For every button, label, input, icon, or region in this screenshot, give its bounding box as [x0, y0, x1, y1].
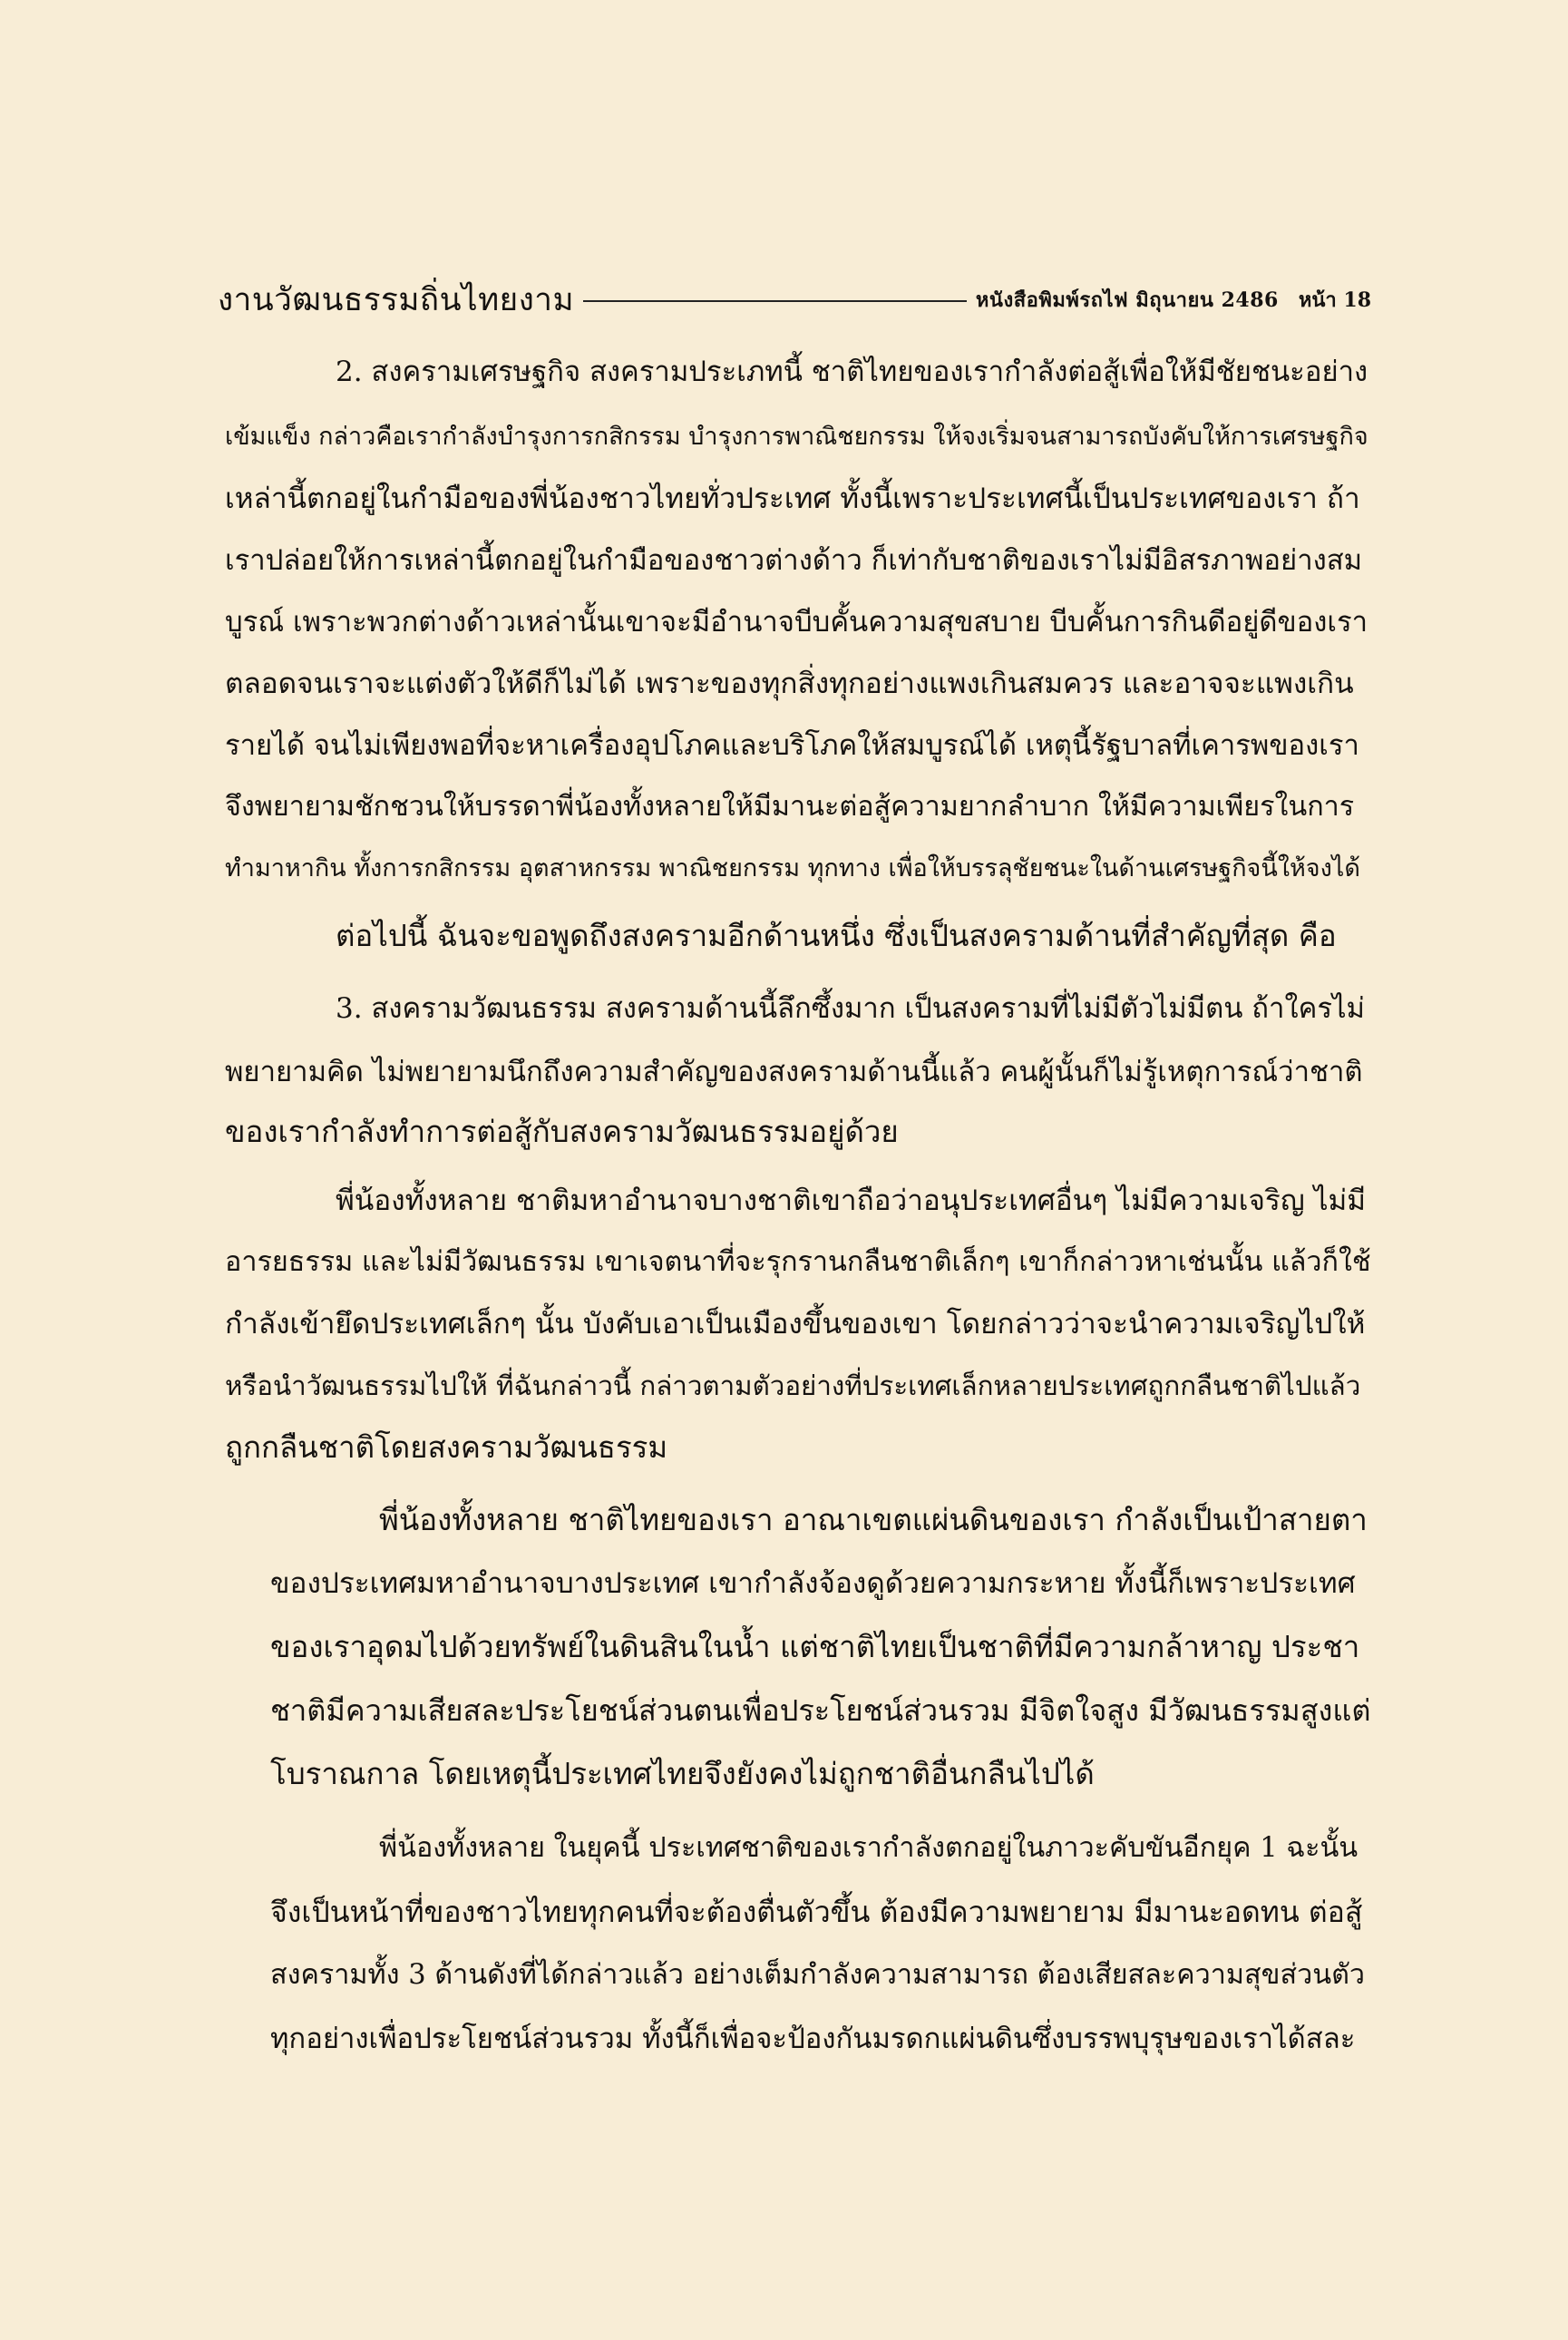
text-line: พี่น้องทั้งหลาย ในยุคนี้ ประเทศชาติของเรากำลังตกอยู่ในภาวะคับขันอีกยุค 1 ฉะนั้น	[379, 1832, 1359, 1864]
text-line: เข้มแข็ง กล่าวคือเรากำลังบำรุงการกสิกรรม บำรุงการพาณิชยกรรม ให้จงเริ่มจนสามารถบังคับให้การเศรษฐกิจ	[225, 423, 1368, 451]
text-line: 3. สงครามวัฒนธรรม สงครามด้านนี้ลึกซึ้งมาก เป็นสงครามที่ไม่มีตัวไม่มีตน ถ้าใครไม่	[336, 992, 1365, 1025]
page-header	[218, 272, 1371, 327]
text-line: 2. สงครามเศรษฐกิจ สงครามประเภทนี้ ชาติไทยของเรากำลังต่อสู้เพื่อให้มีชัยชนะอย่าง	[336, 356, 1368, 388]
text-line: โบราณกาล โดยเหตุนี้ประเทศไทยจึงยังคงไม่ถูกชาติอื่นกลืนไปได้	[270, 1756, 1095, 1791]
text-line: หรือนำวัฒนธรรมไปให้ ที่ฉันกล่าวนี้ กล่าวตามตัวอย่างที่ประเทศเล็กหลายประเทศถูกกลืนชาติไปแล้ว	[225, 1370, 1361, 1401]
text-line: ชาติมีความเสียสละประโยชน์ส่วนตนเพื่อประโยชน์ส่วนรวม มีจิตใจสูง มีวัฒนธรรมสูงแต่	[270, 1693, 1371, 1728]
text-line: อารยธรรม และไม่มีวัฒนธรรม เขาเจตนาที่จะรุกรานกลืนชาติเล็กๆ เขาก็กล่าวหาเช่นนั้น แล้วก็ใช้	[225, 1246, 1371, 1278]
text-line: รายได้ จนไม่เพียงพอที่จะหาเครื่องอุปโภคและบริโภคให้สมบูรณ์ได้ เหตุนี้รัฐบาลที่เคารพของเรา	[225, 729, 1359, 762]
text-line: จึงเป็นหน้าที่ของชาวไทยทุกคนที่จะต้องตื่นตัวขึ้น ต้องมีความพยายาม มีมานะอดทน ต่อสู้	[270, 1895, 1363, 1929]
text-line: ทำมาหากิน ทั้งการกสิกรรม อุตสาหกรรม พาณิชยกรรม ทุกทาง เพื่อให้บรรลุชัยชนะในด้านเศรษฐกิจนี้ให้จงได้	[225, 854, 1360, 882]
text-line: ของประเทศมหาอำนาจบางประเทศ เขากำลังจ้องดูด้วยความกระหาย ทั้งนี้ก็เพราะประเทศ	[270, 1567, 1356, 1600]
text-line: สงครามทั้ง 3 ด้านดังที่ได้กล่าวแล้ว อย่างเต็มกำลังความสามารถ ต้องเสียสละความสุขส่วนตัว	[270, 1959, 1365, 1991]
text-line: เหล่านี้ตกอยู่ในกำมือของพี่น้องชาวไทยทั่วประเทศ ทั้งนี้เพราะประเทศนี้เป็นประเทศของเรา ถ้า	[225, 483, 1360, 515]
text-line: ตลอดจนเราจะแต่งตัวให้ดีก็ไม่ได้ เพราะของทุกสิ่งทุกอย่างแพงเกินสมควร และอาจจะแพงเกิน	[225, 668, 1354, 700]
header-rule	[583, 300, 967, 302]
text-line: เราปล่อยให้การเหล่านี้ตกอยู่ในกำมือของชาวต่างด้าว ก็เท่ากับชาติของเราไม่มีอิสรภาพอย่างสม	[225, 544, 1363, 577]
text-line: บูรณ์ เพราะพวกต่างด้าวเหล่านั้นเขาจะมีอำนาจบีบคั้นความสุขสบาย บีบคั้นการกินดีอยู่ดีของเรา	[225, 606, 1368, 639]
text-line: กำลังเข้ายึดประเทศเล็กๆ นั้น บังคับเอาเป็นเมืองขึ้นของเขา โดยกล่าวว่าจะนำความเจริญไปให้	[225, 1308, 1366, 1341]
text-line: ต่อไปนี้ ฉันจะขอพูดถึงสงครามอีกด้านหนึ่ง ซึ่งเป็นสงครามด้านที่สำคัญที่สุด คือ	[336, 918, 1337, 953]
publication-info: หนังสือพิมพ์รถไฟ มิถุนายน 2486	[975, 288, 1279, 312]
text-line: จึงพยายามชักชวนให้บรรดาพี่น้องทั้งหลายให้มีมานะต่อสู้ความยากลำบาก ให้มีความเพียรในการ	[225, 791, 1355, 823]
text-line: ของเรากำลังทำการต่อสู้กับสงครามวัฒนธรรมอยู่ด้วย	[225, 1114, 899, 1149]
text-line: ของเราอุดมไปด้วยทรัพย์ในดินสินในน้ำ แต่ชาติไทยเป็นชาติที่มีความกล้าหาญ ประชา	[270, 1629, 1360, 1664]
text-line: พี่น้องทั้งหลาย ชาติมหาอำนาจบางชาติเขาถือว่าอนุประเทศอื่นๆ ไม่มีความเจริญ ไม่มี	[336, 1185, 1367, 1217]
text-line: พี่น้องทั้งหลาย ชาติไทยของเรา อาณาเขตแผ่นดินของเรา กำลังเป็นเป้าสายตา	[379, 1502, 1368, 1537]
text-line: ทุกอย่างเพื่อประโยชน์ส่วนรวม ทั้งนี้ก็เพื่อจะป้องกันมรดกแผ่นดินซึ่งบรรพบุรุษของเราได้สละ	[270, 2023, 1356, 2055]
text-line: พยายามคิด ไม่พยายามนึกถึงความสำคัญของสงครามด้านนี้แล้ว คนผู้นั้นก็ไม่รู้เหตุการณ์ว่าชาติ	[225, 1056, 1363, 1088]
text-line: ถูกกลืนชาติโดยสงครามวัฒนธรรม	[225, 1429, 668, 1465]
column-title: งานวัฒนธรรมถิ่นไทยงาม	[218, 281, 575, 318]
page-number: หน้า 18	[1298, 288, 1371, 312]
